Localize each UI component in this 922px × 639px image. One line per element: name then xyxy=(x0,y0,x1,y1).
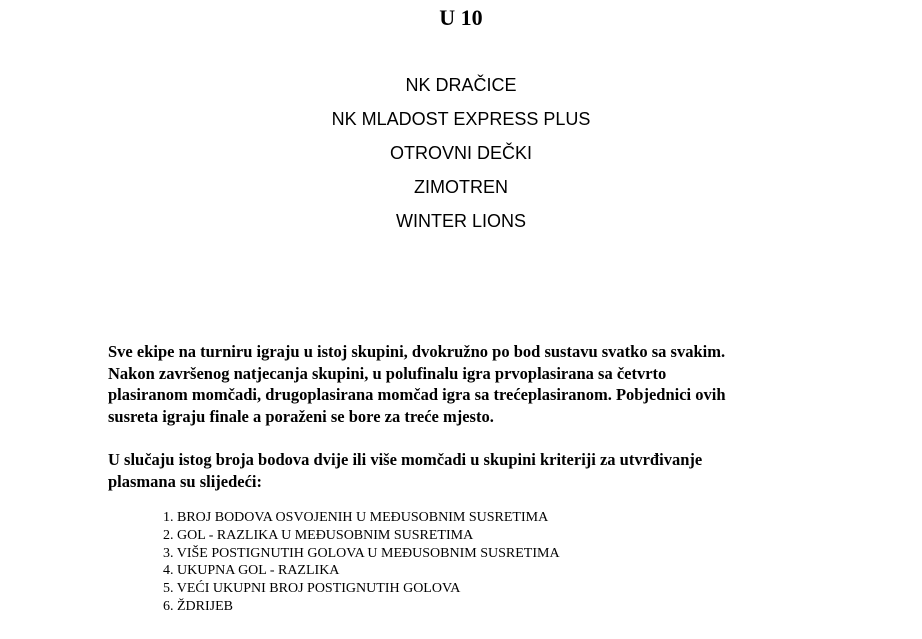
team-list xyxy=(0,70,922,240)
team-name: ZIMOTREN xyxy=(414,177,508,197)
paragraph-line: plasiranom momčadi, drugoplasirana momčad igra sa trećeplasiranom. Pobjednici ovih xyxy=(108,385,726,404)
criteria-item: 1. BROJ BODOVA OSVOJENIH U MEĐUSOBNIM SUSRETIMA xyxy=(163,510,549,525)
tiebreak-criteria-list xyxy=(163,509,560,616)
paragraph-line: Nakon završenog natjecanja skupini, u polufinalu igra prvoplasirana sa četvrto xyxy=(108,363,667,383)
criteria-item: 3. VIŠE POSTIGNUTIH GOLOVA U MEĐUSOBNIM SUSRETIMA xyxy=(163,545,560,561)
paragraph-line: U slučaju istog broja bodova dvije ili više momčadi u skupini kriteriji za utvrđivanje xyxy=(108,450,703,469)
criteria-item: 5. VEĆI UKUPNI BROJ POSTIGNUTIH GOLOVA xyxy=(163,581,461,597)
tiebreak-intro-paragraph xyxy=(108,449,828,492)
criteria-item: 6. ŽDRIJEB xyxy=(163,598,233,614)
team-name: WINTER LIONS xyxy=(395,211,526,231)
team-name: OTROVNI DEČKI xyxy=(389,143,532,163)
team-name: NK DRAČICE xyxy=(405,75,517,95)
paragraph-line: Sve ekipe na turniru igraju u istoj skupini, dvokružno po bod sustavu svatko sa svakim. xyxy=(108,342,726,361)
tournament-format-paragraph xyxy=(108,341,828,427)
paragraph-line: plasmana su slijedeći: xyxy=(108,471,263,491)
criteria-item: 4. UKUPNA GOL - RAZLIKA xyxy=(163,563,340,579)
page-title: U 10 xyxy=(439,5,483,30)
criteria-item: 2. GOL - RAZLIKA U MEĐUSOBNIM SUSRETIMA xyxy=(163,527,474,543)
paragraph-line: susreta igraju finale a poraženi se bore za treće mjesto. xyxy=(108,406,494,426)
team-name: NK MLADOST EXPRESS PLUS xyxy=(331,109,591,129)
